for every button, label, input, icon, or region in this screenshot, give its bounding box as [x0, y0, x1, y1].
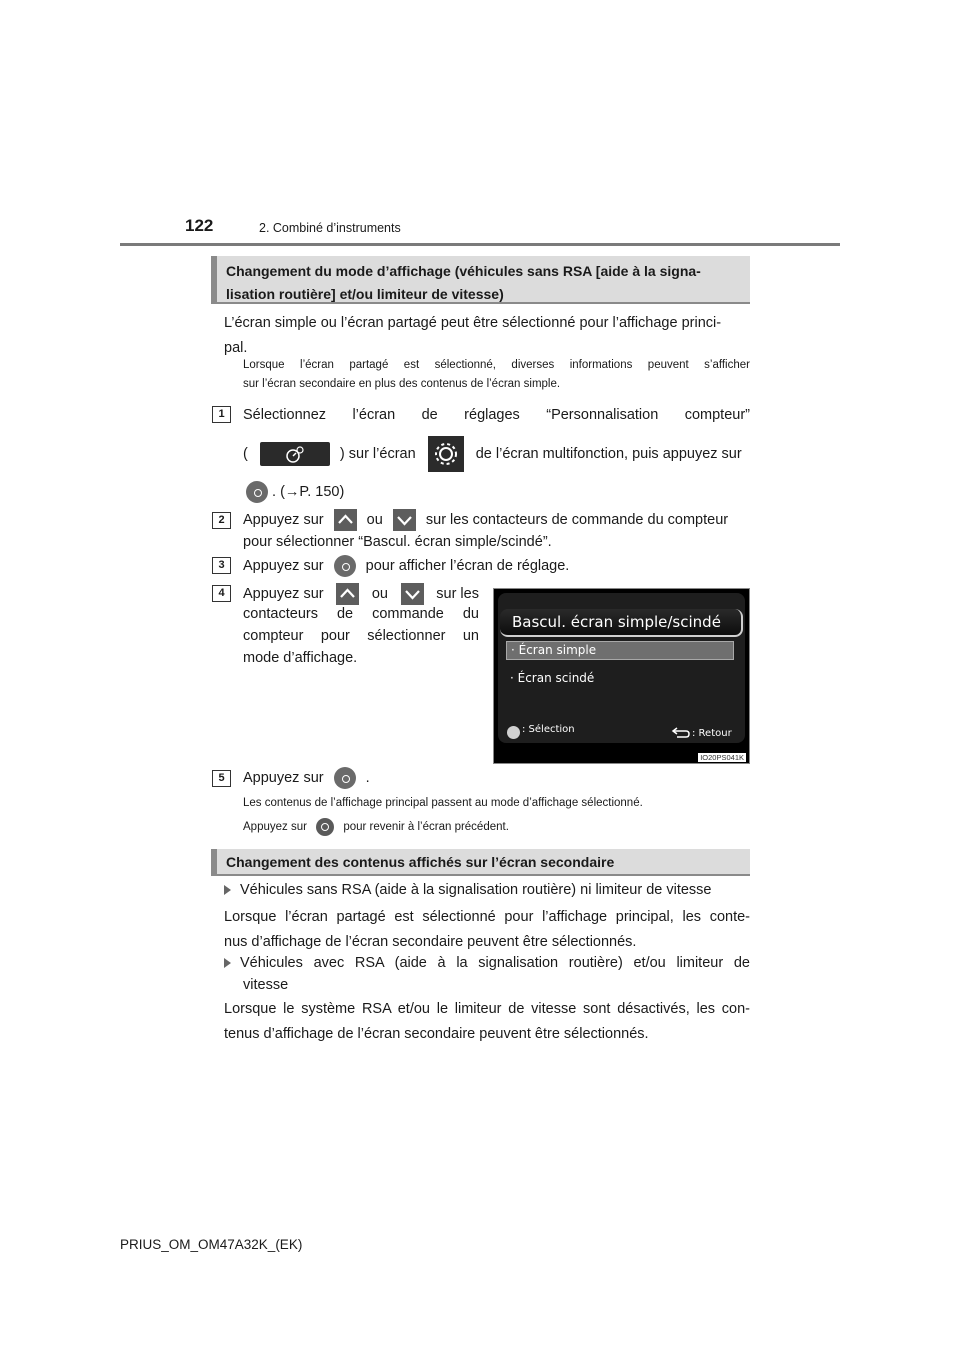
text: sur les contacteurs de commande du compteur: [425, 512, 729, 528]
text-line: tenus d’affichage de l’écran secondaire peuvent être sélectionnés.: [224, 1026, 649, 1042]
text: pour revenir à l’écran précédent.: [343, 821, 509, 834]
step-1-line2: [243, 436, 750, 472]
text: . (→P. 150): [272, 484, 345, 500]
chevron-down-icon: [393, 509, 416, 531]
text-line: Lorsque l’écran partagé est sélectionné, diverses informations peuvent s’afficher: [243, 359, 750, 371]
text: .: [365, 770, 370, 786]
heading-line: Changement du mode d’affichage (véhicules sans RSA [aide à la signa-: [226, 263, 701, 279]
select-knob-icon: [507, 726, 520, 739]
text: Véhicules avec RSA (aide à la signalisation routière) et/ou limiteur de: [240, 955, 750, 971]
step-number-1: 1: [212, 406, 231, 423]
ok-knob-icon: [334, 767, 356, 789]
footer-doc-id: PRIUS_OM_OM47A32K_(EK): [120, 1237, 303, 1252]
paragraph-no-rsa: [224, 905, 750, 955]
section-heading-display-mode: [211, 256, 750, 304]
settings-gear-icon: [428, 436, 464, 472]
text: pour afficher l’écran de réglage.: [365, 558, 570, 574]
step-4-line2: contacteurs de commande du: [243, 606, 479, 622]
return-label: : Retour: [692, 728, 732, 739]
step-4-line3: compteur pour sélectionner un: [243, 628, 479, 644]
step-number-2: 2: [212, 512, 231, 529]
step-2-line1: [243, 509, 750, 531]
paragraph-with-rsa: [224, 997, 750, 1047]
text: sur les: [436, 586, 479, 602]
step-4-line1: [243, 583, 479, 605]
text-line: sur l’écran secondaire en plus des contenus de l’écran simple.: [243, 378, 561, 390]
step-5-note-line1: Les contenus de l’affichage principal passent au mode d’affichage sélectionné.: [243, 797, 643, 809]
chevron-up-icon: [336, 583, 359, 605]
header-rule: [120, 243, 840, 246]
bullet-with-rsa: [224, 952, 750, 974]
step-number-5: 5: [212, 770, 231, 787]
multi-display-screen: [498, 593, 745, 743]
intro-note: [243, 356, 750, 394]
step-number-3: 3: [212, 557, 231, 574]
chevron-up-icon: [334, 509, 357, 531]
text: ) sur l’écran: [339, 445, 416, 462]
meter-custom-icon: [260, 442, 330, 466]
text: ou: [366, 512, 383, 528]
page-number: 122: [185, 216, 214, 235]
display-screenshot: [493, 588, 750, 764]
text: Véhicules sans RSA (aide à la signalisation routière) ni limiteur de vitesse: [240, 882, 712, 898]
return-button-icon: [316, 818, 334, 836]
section-heading-secondary-screen: Changement des contenus affichés sur l’écran secondaire: [211, 849, 750, 876]
text: Appuyez sur: [243, 770, 324, 786]
chevron-down-icon: [401, 583, 424, 605]
heading-line: lisation routière] et/ou limiteur de vitesse): [226, 286, 504, 302]
text: de l’écran multifonction, puis appuyez sur: [475, 445, 742, 462]
step-3-line1: [243, 555, 569, 577]
select-label: : Sélection: [522, 724, 575, 735]
option-simple-selected: · Écran simple: [506, 641, 734, 660]
text-line: pal.: [224, 340, 248, 356]
step-2-line2: pour sélectionner “Bascul. écran simple/scindé”.: [243, 534, 552, 550]
intro-paragraph: [224, 311, 750, 361]
text-line: L’écran simple ou l’écran partagé peut être sélectionné pour l’affichage princi-: [224, 315, 722, 331]
text: Appuyez sur: [243, 821, 307, 834]
text: Appuyez sur: [243, 558, 324, 574]
text-line: Lorsque l’écran partagé est sélectionné pour l’affichage principal, les conte-: [224, 909, 750, 925]
chapter-title: 2. Combiné d’instruments: [259, 221, 401, 235]
step-number-4: 4: [212, 585, 231, 602]
option-split: · Écran scindé: [510, 671, 595, 685]
step-1-line3: [246, 481, 344, 503]
bullet-with-rsa-cont: vitesse: [243, 977, 289, 993]
step-5-line1: [243, 767, 370, 789]
ok-knob-icon: [246, 481, 268, 503]
arrow-bullet-icon: [224, 958, 231, 968]
text-line: nus d’affichage de l’écran secondaire peuvent être sélectionnés.: [224, 934, 637, 950]
screen-title: Bascul. écran simple/scindé: [500, 609, 743, 637]
ok-knob-icon: [334, 555, 356, 577]
text: (: [243, 445, 248, 462]
return-arrow-icon: [671, 725, 691, 744]
text-line: Lorsque le système RSA et/ou le limiteur de vitesse sont désactivés, les con-: [224, 1001, 750, 1017]
text: Appuyez sur: [243, 512, 324, 528]
arrow-bullet-icon: [224, 885, 231, 895]
figure-code: IO20PS041K: [700, 753, 744, 762]
screen-bottom-bar: [498, 721, 745, 743]
bullet-no-rsa: [224, 879, 711, 901]
text: ou: [371, 586, 388, 602]
step-4-line4: mode d’affichage.: [243, 650, 358, 666]
step-1-line1: Sélectionnez l’écran de réglages “Personnalisation compteur”: [243, 407, 750, 423]
step-5-note-line2: [243, 818, 750, 837]
text: Appuyez sur: [243, 586, 324, 602]
